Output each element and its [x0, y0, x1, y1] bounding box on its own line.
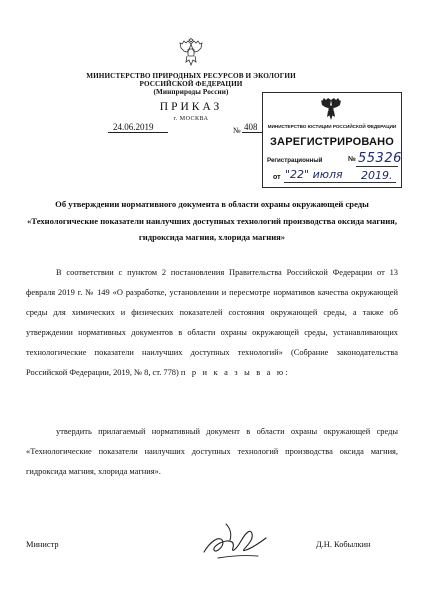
order-number-sign: №: [233, 126, 241, 135]
document-title: Об утверждении нормативного документа в области охраны окружающей среды «Технологические показатели наилучших доступных технологий производства оксида магния, гидроксида магния, хлорида магния»: [27, 199, 397, 242]
signer-name: Д.Н. Кобылкин: [316, 540, 371, 549]
ministry-short-name: (Минприроды России): [153, 88, 229, 97]
stamp-number-underline: [356, 166, 398, 167]
stamp-ministry-name: МИНИСТЕРСТВО ЮСТИЦИИ РОССИЙСКОЙ ФЕДЕРАЦИИ: [267, 124, 397, 129]
ministry-name-line2: РОССИЙСКОЙ ФЕДЕРАЦИИ: [139, 80, 243, 89]
ministry-name-line1: МИНИСТЕРСТВО ПРИРОДНЫХ РЕСУРСОВ И ЭКОЛОГИИ: [86, 72, 296, 80]
stamp-registered-label: ЗАРЕГИСТРИРОВАНО: [269, 136, 395, 148]
signer-position: Министр: [26, 540, 59, 549]
stamp-reg-label: Регистрационный: [267, 157, 323, 164]
document-city: г. МОСКВА: [173, 116, 209, 122]
number-underline: [242, 132, 262, 133]
operative-paragraph: утвердить прилагаемый нормативный документ в области охраны окружающей среды «Технологические показатели наилучших доступных технологий производства оксида магния, гидроксида магния, хлорида магния».: [26, 427, 398, 476]
order-number: 408: [244, 122, 258, 132]
order-date: 24.06.2019: [113, 122, 154, 132]
document-type: ПРИКАЗ: [159, 101, 223, 113]
preamble-text: В соответствии с пунктом 2 постановления Правительства Российской Федерации от 13 февраля 2019 г. № 149 «О разработке, установлении и пересмотре нормативов качества окружающей среды для химических и физических показателей состояния окружающей среды, а также об утверждении нормативных документов в области охраны окружающей среды, устанавливающих технологические показатели наилучших доступных технологий» (Собрание законодательства Российской Федерации, 2019, № 8, ст. 778): [26, 268, 398, 377]
preamble-paragraph: [26, 263, 398, 383]
handwritten-signature: [196, 518, 276, 564]
stamp-reg-year: 2019.: [361, 169, 393, 182]
order-word: п р и к а з ы в а ю:: [180, 368, 290, 377]
stamp-reg-number: 55326: [358, 151, 402, 166]
stamp-from-label: от: [273, 174, 281, 181]
stamp-emblem-icon: [320, 96, 342, 122]
date-underline: [108, 132, 168, 133]
stamp-date-underline: [284, 182, 396, 183]
stamp-reg-number-sign: №: [348, 156, 356, 163]
stamp-reg-date: "22" июля: [285, 168, 343, 181]
coat-of-arms-icon: [178, 38, 204, 68]
